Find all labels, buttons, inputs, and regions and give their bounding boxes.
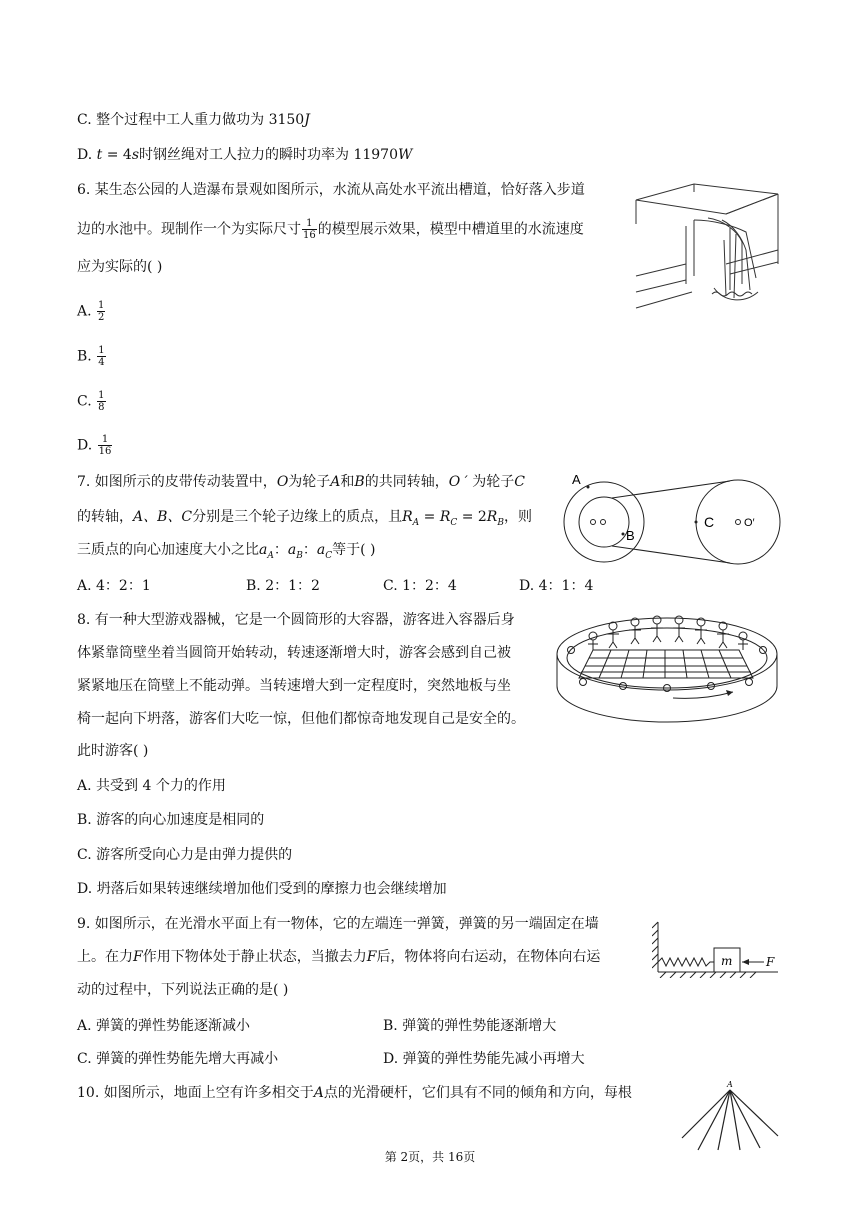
q8-option-d: D. 坍落后如果转速继续增加他们受到的摩擦力也会继续增加 — [77, 881, 447, 897]
q9-option-c: C. 弹簧的弹性势能先增大再减小 — [77, 1051, 279, 1067]
q6-scale-fraction: $\frac{1}{16}$ — [303, 218, 316, 241]
q8-option-a: A. 共受到 4 个力的作用 — [77, 778, 226, 794]
q7-stem-line1: 7. 如图所示的皮带传动装置中，O为轮子A和B的共同转轴，O ′ 为轮子C — [77, 474, 525, 490]
belt-drive-figure — [562, 470, 788, 570]
q9-stem-line1: 9. 如图所示，在光滑水平面上有一物体，它的左端连一弹簧，弹簧的另一端固定在墙 — [77, 916, 599, 932]
q7-option-a: A. 4：2：1 — [77, 578, 151, 594]
q6-stem-line2: 边的水池中。现制作一个为实际尺寸 $\frac{1}{16}$ 的模型展示效果，模型中槽道里的水流速度 — [77, 218, 584, 241]
label-a-point: A — [727, 1080, 733, 1089]
waterfall-figure — [634, 180, 780, 312]
q8-option-b: B. 游客的向心加速度是相同的 — [77, 812, 265, 828]
q6-option-d: D. $\frac{1}{16}$ — [77, 434, 112, 457]
q6-stem-line1: 6. 某生态公园的人造瀑布景观如图所示，水流从高处水平流出槽道，恰好落入步道 — [77, 182, 585, 198]
label-f: F — [766, 955, 775, 969]
q7-option-b: B. 2：1：2 — [246, 578, 320, 594]
q6-option-b: B. $\frac{1}{4}$ — [77, 345, 105, 368]
label-b: B — [626, 528, 635, 543]
q6-option-a: A. $\frac{1}{2}$ — [77, 300, 105, 323]
q7-option-c: C. 1：2：4 — [383, 578, 457, 594]
q7-stem-line2: 的转轴，A、B、C分别是三个轮子边缘上的质点，且$R_A = R_C = 2R_B$，则 — [77, 509, 532, 528]
q8-option-c: C. 游客所受向心力是由弹力提供的 — [77, 847, 293, 863]
q9-option-b: B. 弹簧的弹性势能逐渐增大 — [383, 1018, 557, 1034]
rotor-ride-figure — [553, 606, 781, 726]
q10-stem-line1: 10. 如图所示，地面上空有许多相交于A点的光滑硬杆，它们具有不同的倾角和方向，每根 — [77, 1085, 632, 1101]
q6-stem-line3: 应为实际的( ) — [77, 259, 163, 275]
label-c: C — [704, 514, 715, 530]
q9-stem-line2: 上。在力F作用下物体处于静止状态，当撤去力F后，物体将向右运动，在物体向右运 — [77, 949, 601, 965]
spring-block-figure — [652, 918, 782, 978]
label-o-prime: O′ — [744, 517, 755, 529]
q9-option-d: D. 弹簧的弹性势能先减小再增大 — [383, 1051, 585, 1067]
riders — [568, 616, 767, 692]
q8-stem-line4: 椅一起向下坍落，游客们大吃一惊，但他们都惊奇地发现自己是安全的。 — [77, 711, 525, 727]
q5-option-c: C. 整个过程中工人重力做功为 3150J — [77, 112, 310, 128]
q8-stem-line2: 体紧靠筒壁坐着当圆筒开始转动，转速逐渐增大时，游客会感到自己被 — [77, 645, 511, 661]
rods-figure — [676, 1078, 782, 1152]
q7-option-d: D. 4：1：4 — [519, 578, 594, 594]
q9-option-a: A. 弹簧的弹性势能逐渐减小 — [77, 1018, 251, 1034]
q5-option-d: D. t = 4s时钢丝绳对工人拉力的瞬时功率为 11970W — [77, 147, 413, 163]
q8-stem-line5: 此时游客( ) — [77, 743, 149, 759]
label-a: A — [572, 472, 581, 487]
q8-stem-line1: 8. 有一种大型游戏器械，它是一个圆筒形的大容器，游客进入容器后身 — [77, 612, 515, 628]
q8-stem-line3: 紧紧地压在筒壁上不能动弹。当转速增大到一定程度时，突然地板与坐 — [77, 678, 511, 694]
q9-stem-line3: 动的过程中，下列说法正确的是( ) — [77, 982, 289, 998]
q7-stem-line3: 三质点的向心加速度大小之比$a_A$：$a_B$：$a_C$等于( ) — [77, 542, 376, 561]
page-footer: 第 2页，共 16页 — [384, 1150, 476, 1164]
label-m: m — [721, 954, 733, 968]
q6-option-c: C. $\frac{1}{8}$ — [77, 390, 105, 413]
